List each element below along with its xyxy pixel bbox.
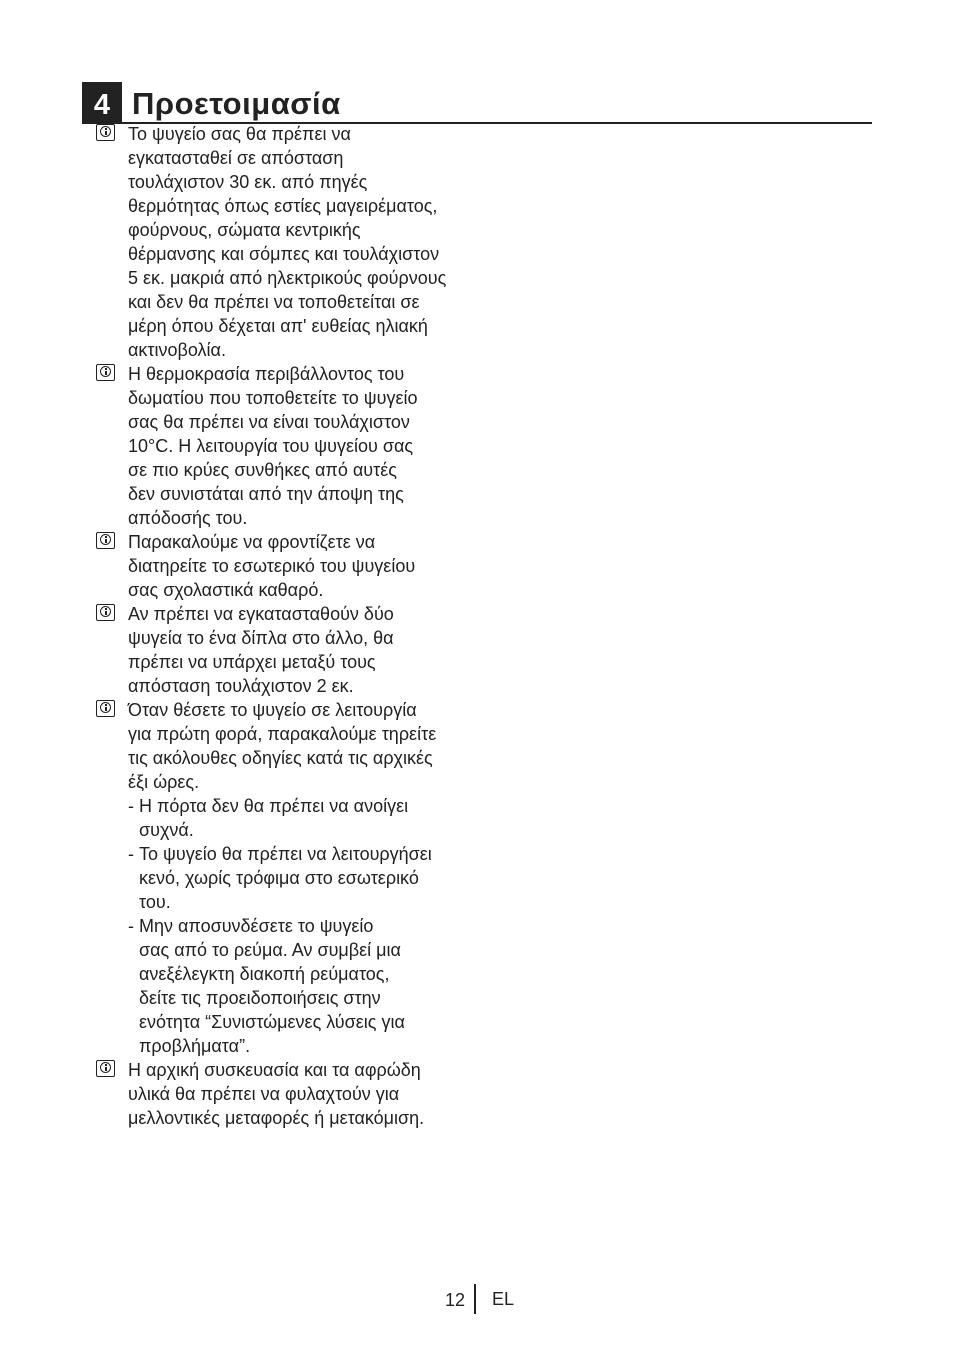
bullet-item: - Μην αποσυνδέσετε το ψυγείο σας από το ρεύμα. Αν συμβεί μια ανεξέλεγκτη διακοπή ρεύματος, δείτε τις προειδοποιήσεις στην ενότητα “Συνιστώμενες λύσεις για προβλήματα”.: [128, 916, 405, 1056]
bullet-item: - Η πόρτα δεν θα πρέπει να ανοίγει συχνά.: [128, 796, 409, 840]
info-icon: [96, 532, 115, 549]
bullet-list: [128, 794, 496, 1058]
note-item: [96, 1058, 496, 1130]
bullet-text: Μην αποσυνδέσετε το ψυγείο σας από το ρεύμα. Αν συμβεί μια ανεξέλεγκτη διακοπή ρεύματος, δείτε τις προειδοποιήσεις στην ενότητα “Συνιστώμενες λύσεις για προβλήματα”.: [139, 916, 405, 1056]
note-item: [96, 698, 496, 1058]
note-item: [96, 362, 496, 530]
info-icon: [96, 604, 115, 621]
info-icon: [96, 700, 115, 717]
note-item: [96, 530, 496, 602]
notes-column: [96, 122, 496, 1130]
note-text: Αν πρέπει να εγκατασταθούν δύο ψυγεία το ένα δίπλα στο άλλο, θα πρέπει να υπάρχει μεταξύ τους απόσταση τουλάχιστον 2 εκ.: [128, 604, 394, 696]
bullet-text: Η πόρτα δεν θα πρέπει να ανοίγει συχνά.: [139, 796, 409, 840]
bullet-item: - Το ψυγείο θα πρέπει να λειτουργήσει κενό, χωρίς τρόφιμα στο εσωτερικό του.: [128, 844, 432, 912]
bullet-text: Το ψυγείο θα πρέπει να λειτουργήσει κενό, χωρίς τρόφιμα στο εσωτερικό του.: [139, 844, 432, 912]
note-item: [96, 602, 496, 698]
info-icon: [96, 1060, 115, 1077]
footer-divider: [474, 1284, 476, 1314]
note-text: Όταν θέσετε το ψυγείο σε λειτουργία για πρώτη φορά, παρακαλούμε τηρείτε τις ακόλουθες οδηγίες κατά τις αρχικές έξι ώρες.: [128, 700, 437, 792]
section-title: Προετοιμασία: [132, 86, 341, 121]
info-icon: [96, 364, 115, 381]
note-item: [96, 122, 496, 362]
note-text: Παρακαλούμε να φροντίζετε να διατηρείτε το εσωτερικό του ψυγείου σας σχολαστικά καθαρό.: [128, 532, 416, 600]
page-footer: [0, 1284, 954, 1318]
note-text: Το ψυγείο σας θα πρέπει να εγκατασταθεί σε απόσταση τουλάχιστον 30 εκ. από πηγές θερμότητας όπως εστίες μαγειρέματος, φούρνους, σώματα κεντρικής θέρμανσης και σόμπες και τουλάχιστον 5 εκ. μακριά από ηλεκτρικούς φούρνους και δεν θα πρέπει να τοποθετείται σε μέρη όπου δέχεται απ' ευθείας ηλιακή ακτινοβολία.: [128, 124, 447, 360]
language-code: EL: [492, 1289, 515, 1309]
page-number: 12: [444, 1290, 465, 1310]
section-number: 4: [82, 82, 122, 124]
info-icon: [96, 124, 115, 141]
note-text: Η θερμοκρασία περιβάλλοντος του δωματίου που τοποθετείτε το ψυγείο σας θα πρέπει να είναι τουλάχιστον 10°C. Η λειτουργία του ψυγείου σας σε πιο κρύες συνθήκες από αυτές δεν συνιστάται από την άποψη της απόδοσής του.: [128, 364, 418, 528]
note-text: Η αρχική συσκευασία και τα αφρώδη υλικά θα πρέπει να φυλαχτούν για μελλοντικές μεταφορές ή μετακόμιση.: [128, 1060, 425, 1128]
section-header: [82, 82, 872, 124]
